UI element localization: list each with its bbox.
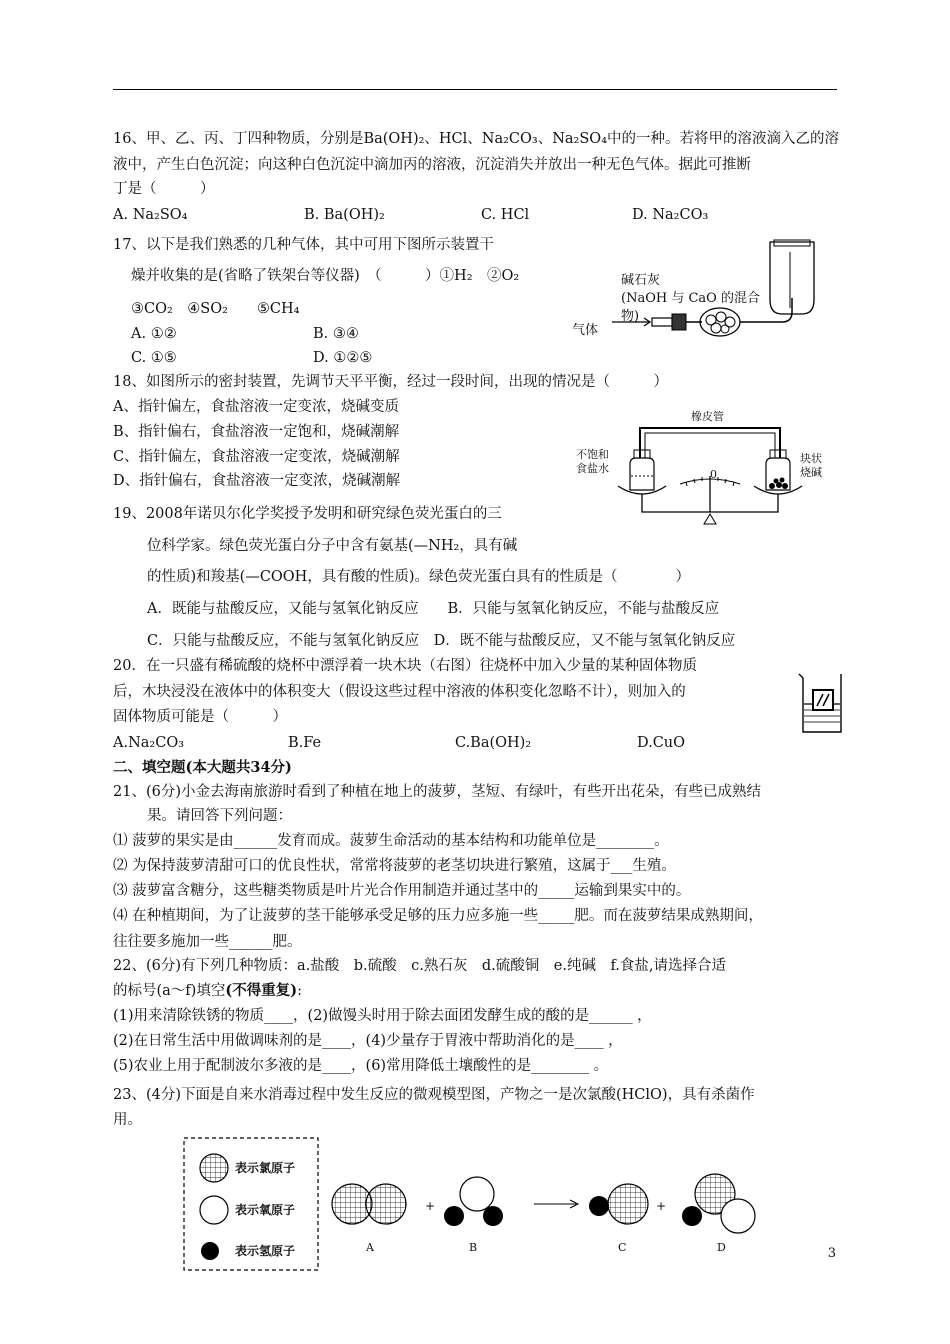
- q17-stem-3: ③CO₂ ④SO₂ ⑤CH₄: [131, 301, 300, 317]
- legend-oxygen-label: 表示氧原子: [235, 1203, 296, 1217]
- q17-stem-2: 燥并收集的是(省略了铁架台等仪器) （ ）①H₂ ②O₂: [131, 268, 520, 284]
- q16-option-d: D. Na₂CO₃: [632, 207, 709, 223]
- q21-part-3: ⑶ 菠萝富含糖分，这些糖类物质是叶片光合作用制造并通过茎中的_____运输到果实中的。: [113, 883, 691, 899]
- q19-stem-1: 19、2008年诺贝尔化学奖授予发明和研究绿色荧光蛋白的三: [113, 506, 502, 522]
- molecule-a-label: A: [366, 1241, 374, 1254]
- q18-fig-right-label-1: 块状: [800, 452, 822, 465]
- molecule-b-oxygen: [460, 1177, 494, 1211]
- q17-stem-1: 17、以下是我们熟悉的几种气体，其中可用下图所示装置干: [113, 237, 494, 253]
- q18-option-a: A、指针偏左，食盐溶液一定变浓，烧碱变质: [113, 399, 399, 415]
- beaker-figure: [795, 670, 847, 738]
- oxygen-atom-legend: [200, 1196, 228, 1224]
- q22-stem-2: [113, 981, 302, 1001]
- q20-stem-3: 固体物质可能是（ ）: [113, 709, 287, 725]
- q22-line-2: (2)在日常生活中用做调味剂的是____，(4)少量存于胃液中帮助消化的是____ ，: [113, 1033, 623, 1049]
- q20-option-b: B.Fe: [288, 735, 322, 751]
- q19-stem-2: 位科学家。绿色荧光蛋白分子中含有氨基(—NH₂，具有碱: [147, 538, 518, 554]
- q18-option-c: C、指针偏左，食盐溶液一定变浓，烧碱潮解: [113, 449, 400, 465]
- q17-option-d: D. ①②⑤: [313, 350, 373, 366]
- q21-part-4b: 往往要多施加一些______肥。: [113, 934, 302, 950]
- stopper: [672, 314, 686, 330]
- legend-hydrogen-label: 表示氢原子: [235, 1244, 296, 1258]
- molecule-b-hydrogen-1: [444, 1206, 464, 1226]
- q22-no-repeat-note: (不得重复): [225, 982, 298, 999]
- q17-option-b: B. ③④: [313, 326, 359, 342]
- molecule-d-oxygen: [721, 1199, 755, 1233]
- q20-option-d: D.CuO: [637, 735, 686, 751]
- inlet-tube: [652, 318, 672, 326]
- q19-stem-3: 的性质)和羧基(—COOH，具有酸的性质)。绿色荧光蛋白具有的性质是（ ）: [147, 569, 690, 585]
- q18-option-d: D、指针偏右，食盐溶液一定变浓，烧碱潮解: [113, 473, 401, 489]
- legend-chlorine-label: 表示氯原子: [235, 1161, 296, 1175]
- molecule-b-hydrogen-2: [483, 1206, 503, 1226]
- q22-stem-2c: :: [297, 983, 302, 999]
- page-number: 3: [827, 1246, 836, 1261]
- q16-stem-3: 丁是（ ）: [113, 181, 215, 197]
- molecule-b-label: B: [469, 1241, 478, 1254]
- sealed-balance-figure: [610, 412, 810, 530]
- q16-stem-1: 16、甲、乙、丙、丁四种物质，分别是Ba(OH)₂、HCl、Na₂CO₃、Na₂SO₄中的一种。若将甲的溶液滴入乙的溶: [113, 131, 840, 147]
- outlet-tube: [740, 298, 792, 322]
- molecule-c-label: C: [618, 1241, 627, 1254]
- q18-option-b: B、指针偏右，食盐溶液一定饱和，烧碱潮解: [113, 424, 400, 440]
- hydrogen-atom-legend: [201, 1242, 219, 1260]
- q18-fig-left-label-1: 不饱和: [576, 448, 609, 461]
- q18-fig-zero: 0: [710, 468, 717, 481]
- molecule-a-atom-2: [366, 1184, 406, 1224]
- q23-stem-2: 用。: [113, 1112, 142, 1128]
- section-2-heading: 二、填空题(本大题共34分): [113, 759, 292, 776]
- q20-option-a: A.Na₂CO₃: [113, 735, 185, 751]
- q16-option-b: B. Ba(OH)₂: [304, 207, 385, 223]
- q17-option-a: A. ①②: [131, 326, 177, 342]
- q20-stem-2: 后，木块浸没在液体中的体积变大（假设这些过程中溶液的体积变化忽略不计），则加入的: [113, 684, 686, 700]
- left-bottle: [630, 458, 654, 490]
- q16-option-a: A. Na₂SO₄: [113, 207, 188, 223]
- q18-fig-tube-label: 橡皮管: [691, 410, 724, 423]
- q19-options-cd: C．只能与盐酸反应，不能与氢氧化钠反应 D．既不能与盐酸反应，又不能与氢氧化钠反应: [147, 633, 736, 649]
- molecule-c-hydrogen: [589, 1196, 609, 1216]
- drying-apparatus-figure: [610, 238, 830, 348]
- q17-fig-label-2: (NaOH 与 CaO 的混合: [621, 291, 760, 306]
- q22-stem-2a: 的标号(a～f)填空: [113, 983, 226, 999]
- q23-stem-1: 23、(4分)下面是自来水消毒过程中发生反应的微观模型图，产物之一是次氯酸(HClO)，具有杀菌作: [113, 1087, 755, 1103]
- q22-line-3: (5)农业上用于配制波尔多液的是____，(6)常用降低土壤酸性的是________ 。: [113, 1058, 609, 1074]
- molecule-d-label: D: [717, 1241, 726, 1254]
- q18-fig-left-label-2: 食盐水: [576, 462, 609, 475]
- q17-fig-gas-label: 气体: [572, 323, 599, 338]
- q16-stem-2: 液中，产生白色沉淀；向这种白色沉淀中滴加丙的溶液，沉淀消失并放出一种无色气体。据此可推断: [113, 157, 751, 173]
- q21-part-4a: ⑷ 在种植期间，为了让菠萝的茎干能够承受足够的压力应多施一些_____肥。而在菠萝结果成熟期间，: [113, 908, 763, 924]
- q17-option-c: C. ①⑤: [131, 350, 177, 366]
- q22-line-1: (1)用来清除铁锈的物质____，(2)做馒头时用于除去面团发酵生成的酸的是______ ，: [113, 1008, 652, 1024]
- chlorine-atom-legend: [200, 1154, 228, 1182]
- header-rule: [113, 89, 837, 90]
- q18-stem: 18、如图所示的密封装置，先调节天平平衡，经过一段时间，出现的情况是（ ）: [113, 374, 668, 390]
- q21-part-2: ⑵ 为保持菠萝清甜可口的优良性状，常常将菠萝的老茎切块进行繁殖，这属于___生殖。: [113, 858, 676, 874]
- q16-option-c: C. HCl: [481, 207, 530, 223]
- q20-stem-1: 20．在一只盛有稀硫酸的烧杯中漂浮着一块木块（右图）往烧杯中加入少量的某种固体物质: [113, 658, 697, 674]
- molecule-c-chlorine: [608, 1184, 648, 1224]
- plus-sign-2: +: [656, 1199, 667, 1213]
- q21-stem-2: 果。请回答下列问题：: [147, 808, 292, 824]
- q22-stem-1: 22、(6分)有下列几种物质：a.盐酸 b.硫酸 c.熟石灰 d.硫酸铜 e.纯碱 f.食盐,请选择合适: [113, 958, 727, 974]
- q18-fig-right-label-2: 烧碱: [800, 466, 822, 479]
- molecule-d-hydrogen: [682, 1206, 702, 1226]
- q17-fig-label-3: 物): [621, 309, 640, 324]
- q21-stem-1: 21、(6分)小金去海南旅游时看到了种植在地上的菠萝，茎短、有绿叶，有些开出花朵，有些已成熟结: [113, 784, 761, 800]
- wood-block: [813, 690, 833, 710]
- q21-part-1: ⑴ 菠萝的果实是由______发育而成。菠萝生命活动的基本结构和功能单位是________。: [113, 833, 669, 849]
- plus-sign-1: +: [425, 1199, 436, 1213]
- q20-option-c: C.Ba(OH)₂: [455, 735, 532, 751]
- q19-options-ab: A．既能与盐酸反应，又能与氢氧化钠反应 B．只能与氢氧化钠反应，不能与盐酸反应: [147, 601, 720, 617]
- q17-fig-label-1: 碱石灰: [621, 273, 661, 288]
